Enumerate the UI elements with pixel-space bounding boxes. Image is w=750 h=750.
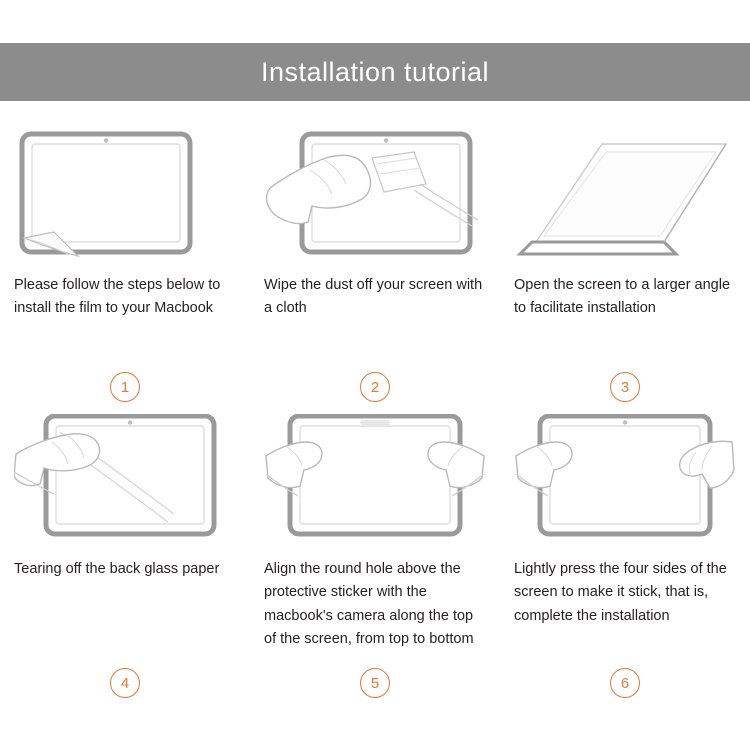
step-number-wrap	[14, 668, 236, 706]
laptop-screen-with-film-peel-icon	[14, 130, 236, 260]
step-card-4	[0, 406, 250, 706]
step-number-badge: 3	[610, 372, 640, 402]
step-card-6	[500, 406, 750, 706]
hand-peeling-back-paper-icon	[14, 414, 236, 544]
step-caption: Open the screen to a larger angle to facilitate installation	[514, 277, 731, 317]
step-number-wrap	[264, 668, 486, 706]
step-number-wrap	[14, 372, 236, 406]
step-number-wrap	[514, 668, 736, 706]
step-card-1	[0, 116, 250, 406]
step-caption: Please follow the steps below to install the film to your Macbook	[14, 277, 221, 317]
step-card-3	[500, 116, 750, 406]
step-card-2	[250, 116, 500, 406]
step-caption: Lightly press the four sides of the screen to make it stick, that is, complete the installation	[514, 561, 727, 624]
step-caption: Align the round hole above the protective sticker with the macbook's camera along the top of the screen, from top to bottom	[264, 561, 474, 648]
step-card-5	[250, 406, 500, 706]
step-number-badge: 1	[110, 372, 140, 402]
laptop-open-angle-icon	[514, 130, 736, 260]
step-number-badge: 2	[360, 372, 390, 402]
header-bar	[0, 43, 750, 101]
step-number-badge: 5	[360, 668, 390, 698]
step-number-badge: 6	[610, 668, 640, 698]
page-title: Installation tutorial	[260, 56, 490, 87]
steps-grid	[0, 116, 750, 706]
two-hands-aligning-film-icon	[264, 414, 486, 544]
step-caption: Tearing off the back glass paper	[14, 561, 220, 577]
hand-wiping-screen-with-cloth-icon	[264, 130, 486, 260]
step-number-wrap	[514, 372, 736, 406]
step-number-badge: 4	[110, 668, 140, 698]
hands-pressing-film-edges-icon	[514, 414, 736, 544]
step-number-wrap	[264, 372, 486, 406]
step-caption: Wipe the dust off your screen with a cloth	[264, 277, 483, 317]
